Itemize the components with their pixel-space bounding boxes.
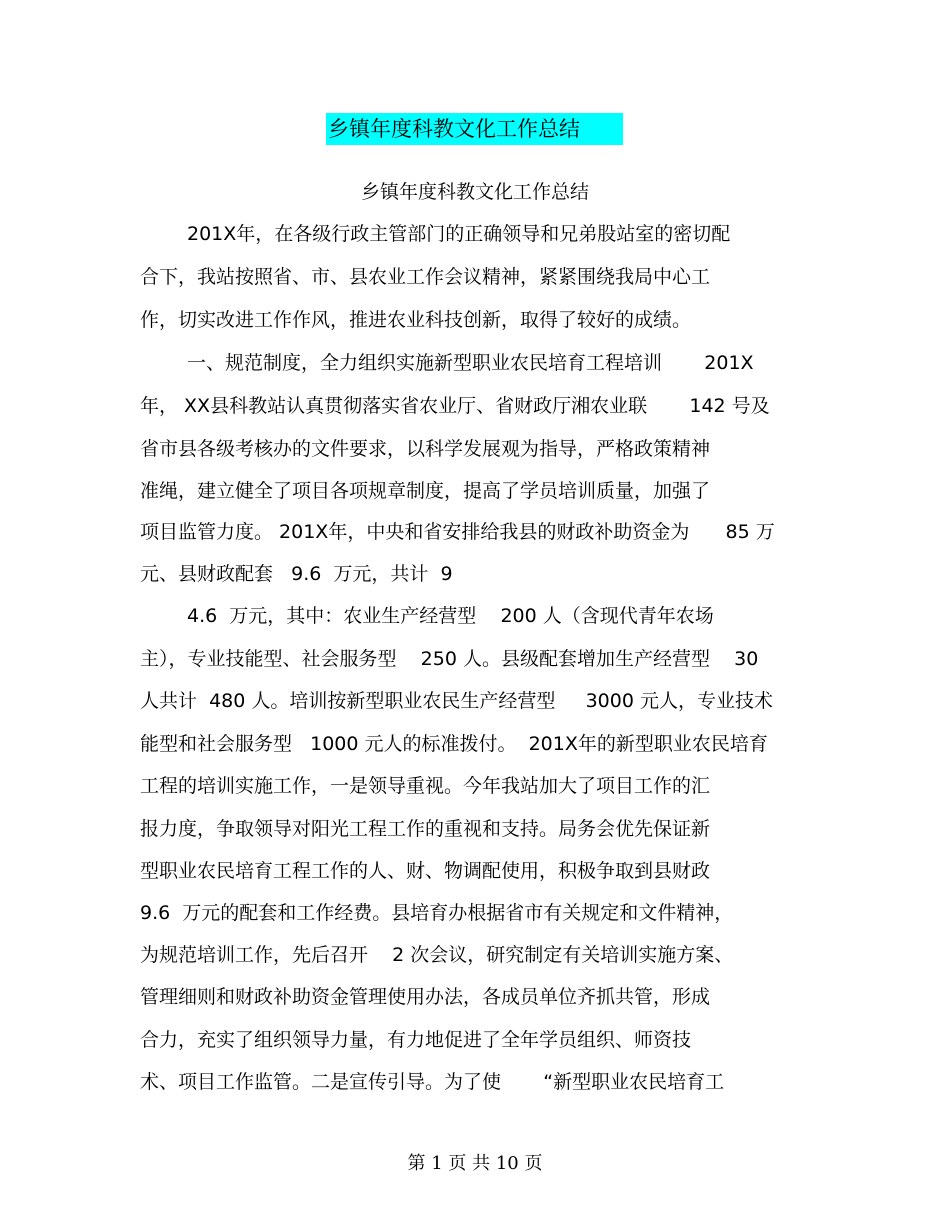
body-line: 主），专业技能型、社会服务型 250 人。县级配套增加生产经营型 30 xyxy=(140,648,759,670)
body-line: 年， XX县科教站认真贯彻落实省农业厅、省财政厅湘农业联 142 号及 xyxy=(140,395,770,417)
body-line: 合下，我站按照省、市、县农业工作会议精神，紧紧围绕我局中心工 xyxy=(140,266,711,288)
body-line: 型职业农民培育工程工作的人、财、物调配使用，积极争取到县财政 xyxy=(140,860,711,882)
body-line: 项目监管力度。 201X年，中央和省安排给我县的财政补助资金为 85 万 xyxy=(140,521,775,543)
body-line: 能型和社会服务型 1000 元人的标准拨付。 201X年的新型职业农民培育 xyxy=(140,733,768,755)
body-line: 省市县各级考核办的文件要求，以科学发展观为指导，严格政策精神 xyxy=(140,438,711,460)
document-title: 乡镇年度科教文化工作总结 xyxy=(326,113,623,145)
body-line: 工程的培训实施工作，一是领导重视。今年我站加大了项目工作的汇 xyxy=(140,775,711,797)
body-line: 201X年，在各级行政主管部门的正确领导和兄弟股站室的密切配 xyxy=(187,223,731,245)
body-line: 一、规范制度，全力组织实施新型职业农民培育工程培训 201X xyxy=(187,352,754,374)
page-footer: 第 1 页 共 10 页 xyxy=(407,1153,543,1174)
body-line: 术、项目工作监管。二是宣传引导。为了使 “新型职业农民培育工 xyxy=(140,1071,725,1093)
body-line: 管理细则和财政补助资金管理使用办法，各成员单位齐抓共管，形成 xyxy=(140,986,711,1008)
body-line: 9.6 万元的配套和工作经费。县培育办根据省市有关规定和文件精神， xyxy=(140,902,734,924)
body-line: 作，切实改进工作作风，推进农业科技创新，取得了较好的成绩。 xyxy=(140,309,692,331)
body-line: 为规范培训工作，先后召开 2 次会议，研究制定有关培训实施方案、 xyxy=(140,944,734,966)
body-line: 合力，充实了组织领导力量，有力地促进了全年学员组织、师资技 xyxy=(140,1029,692,1051)
body-line: 准绳，建立健全了项目各项规章制度，提高了学员培训质量，加强了 xyxy=(140,480,711,502)
body-line: 元、县财政配套 9.6 万元，共计 9 xyxy=(140,563,453,585)
document-subtitle: 乡镇年度科教文化工作总结 xyxy=(360,181,589,203)
body-line: 人共计 480 人。培训按新型职业农民生产经营型 3000 元人，专业技术 xyxy=(140,690,773,712)
body-line: 4.6 万元，其中：农业生产经营型 200 人（含现代青年农场 xyxy=(187,605,714,627)
body-line: 报力度，争取领导对阳光工程工作的重视和支持。局务会优先保证新 xyxy=(140,818,711,840)
